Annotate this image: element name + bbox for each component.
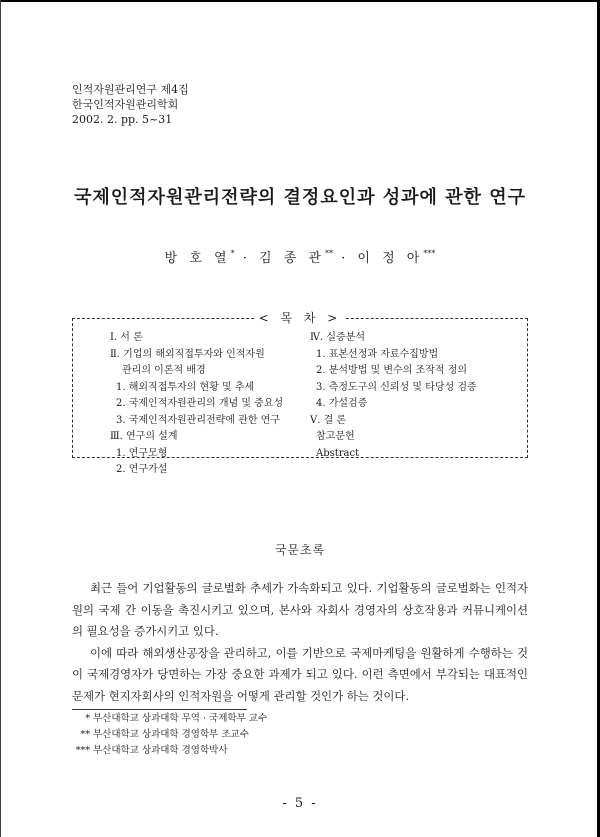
toc-entry: 2. 분석방법 및 변수의 조작적 정의 bbox=[316, 365, 468, 376]
journal-info bbox=[72, 82, 189, 127]
scan-border-top bbox=[0, 0, 600, 2]
toc-title: < 목 차 > bbox=[0, 309, 600, 326]
journal-issue: 2002. 2. pp. 5~31 bbox=[72, 113, 173, 126]
toc-entry: 2. 국제인적자원관리의 개념 및 중요성 bbox=[116, 398, 284, 409]
toc-entry: 2. 연구가설 bbox=[116, 464, 168, 475]
toc-entry: Abstract bbox=[316, 447, 360, 459]
page-number: - 5 - bbox=[282, 796, 318, 811]
toc-entry: Ⅱ. 기업의 해외직접투자와 인적자원 bbox=[110, 348, 265, 360]
footnote-text: 부산대학교 상과대학 무역 · 국제학부 교수 bbox=[93, 713, 268, 724]
author-name: 김 종 관 bbox=[259, 251, 325, 266]
toc-entry: 참고문헌 bbox=[316, 431, 355, 442]
toc-entry: 1. 연구모형 bbox=[116, 447, 168, 459]
footnote-mark: * bbox=[85, 713, 90, 724]
abstract-body bbox=[72, 578, 528, 707]
toc-entry: 3. 국제인적자원관리전략에 관한 연구 bbox=[116, 414, 280, 426]
toc-entry: 1. 해외직접투자의 현황 및 추세 bbox=[116, 381, 255, 393]
toc-entry: 관리의 이론적 배경 bbox=[122, 365, 206, 376]
toc-entry: Ⅳ. 실증분석 bbox=[310, 332, 365, 343]
journal-society: 한국인적자원관리학회 bbox=[72, 98, 179, 111]
author-name: 이 정 아 bbox=[357, 251, 424, 266]
paragraph: 이에 따라 해외생산공장을 관리하고, 이를 기반으로 국제마케팅을 원활하게 수행하는 것이 국제경영자가 당면하는 가장 중요한 과제가 되고 있다. 이런 측면에서 부각되는 대표적인 문제가 현지자회사의 인적자원을 어떻게 관리할 것인가 하는 것이다. bbox=[72, 645, 528, 703]
footnote-mark: *** bbox=[75, 745, 90, 756]
toc-entry: Ⅴ. 결 론 bbox=[310, 414, 347, 426]
footnote-mark: ** bbox=[80, 729, 90, 740]
toc-entry: 4. 가설검증 bbox=[316, 398, 368, 409]
footnote-divider bbox=[72, 709, 247, 710]
scan-border-left bbox=[0, 0, 1, 837]
footnotes bbox=[72, 711, 267, 759]
author-mark: *** bbox=[423, 249, 436, 258]
toc-column-right bbox=[310, 330, 477, 462]
author-line bbox=[0, 247, 600, 266]
toc-entry: Ⅰ. 서 론 bbox=[110, 332, 143, 343]
author-separator: · bbox=[332, 251, 358, 266]
footnote-text: 부산대학교 상과대학 경영학부 조교수 bbox=[93, 729, 249, 740]
journal-name: 인적자원관리연구 제4집 bbox=[72, 83, 189, 96]
author-separator: · bbox=[234, 251, 260, 266]
footnote bbox=[72, 711, 267, 727]
paper-title: 국제인적자원관리전략의 결정요인과 성과에 관한 연구 bbox=[74, 187, 526, 208]
author-mark: * bbox=[230, 249, 235, 258]
toc-column-left bbox=[110, 330, 283, 479]
abstract-heading: 국문초록 bbox=[274, 543, 326, 557]
toc-entry: 3. 측정도구의 신뢰성 및 타당성 검증 bbox=[316, 381, 477, 393]
author-name: 방 호 열 bbox=[164, 251, 231, 266]
footnote-text: 부산대학교 상과대학 경영학박사 bbox=[93, 745, 228, 756]
author-mark: ** bbox=[324, 249, 333, 258]
paragraph: 최근 들어 기업활동의 글로벌화 추세가 가속화되고 있다. 기업활동의 글로벌화는 인적자원의 국제 간 이동을 촉진시키고 있으며, 본사와 자회사 경영자의 상호작용과 커뮤니케이션의 필요성을 증가시키고 있다. bbox=[72, 581, 528, 638]
toc-entry: 1. 표본선정과 자료수집방법 bbox=[316, 348, 439, 360]
toc-entry: Ⅲ. 연구의 설계 bbox=[110, 431, 178, 442]
footnote bbox=[72, 727, 267, 743]
footnote bbox=[72, 743, 267, 759]
